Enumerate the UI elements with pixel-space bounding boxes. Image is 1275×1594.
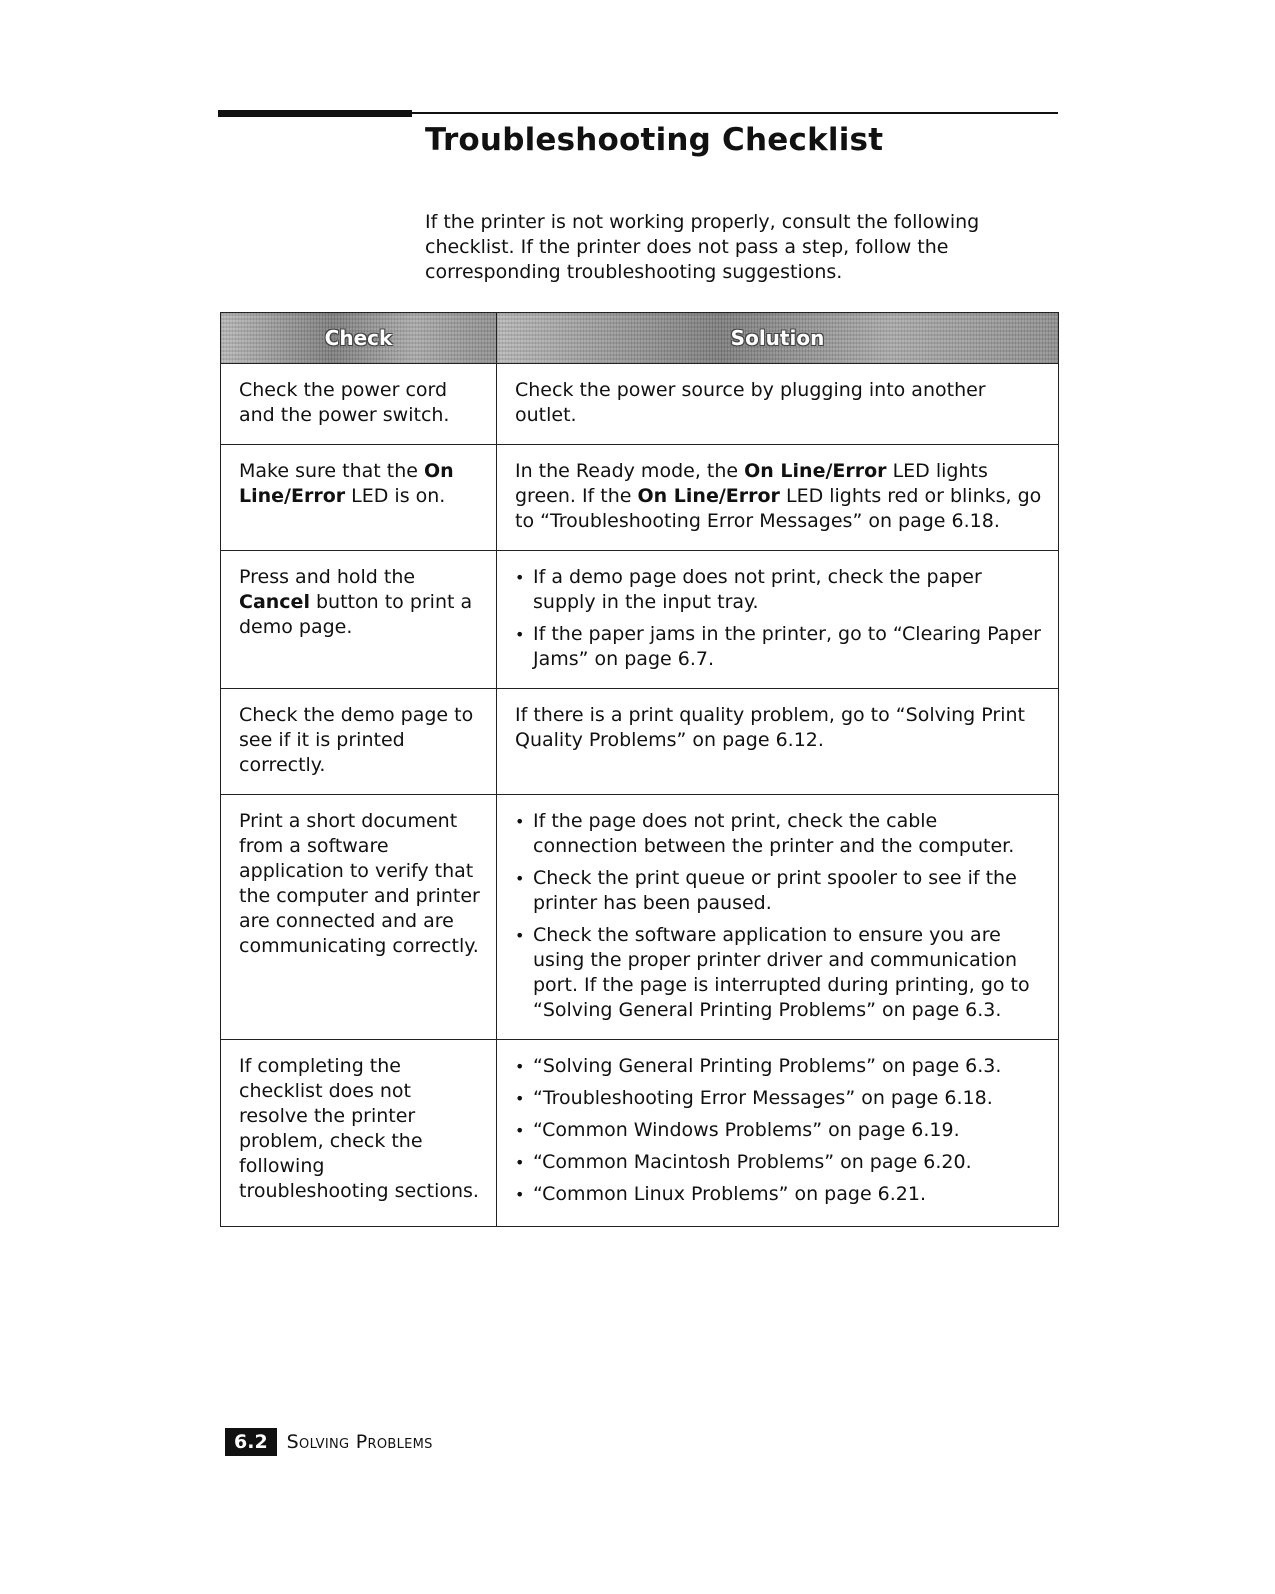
solution-cell: If there is a print quality problem, go to “Solving Print Quality Problems” on page 6.12. (497, 689, 1059, 795)
troubleshooting-table (220, 312, 1059, 1227)
solution-list (515, 809, 1042, 1023)
solution-list (515, 565, 1042, 672)
solution-cell (497, 551, 1059, 689)
list-item: • “Common Windows Problems” on page 6.19. (515, 1118, 1042, 1143)
list-item: • If the page does not print, check the cable connection between the printer and the computer. (515, 809, 1042, 859)
check-cell: Press and hold the Cancel button to print a demo page. (221, 551, 497, 689)
table-row (221, 1040, 1059, 1227)
cancel-button-name-bold: Cancel (239, 591, 310, 613)
list-item: • “Common Linux Problems” on page 6.21. (515, 1182, 1042, 1207)
page-footer (225, 1428, 433, 1456)
led-name-bold: On Line/Error (744, 460, 887, 482)
check-cell: If completing the checklist does not resolve the printer problem, check the following troubleshooting sections. (221, 1040, 497, 1227)
intro-paragraph: If the printer is not working properly, consult the following checklist. If the printer does not pass a step, follow the corresponding troubleshooting suggestions. (425, 211, 980, 283)
page-number-badge: 6.2 (225, 1428, 277, 1456)
check-cell: Print a short document from a software application to verify that the computer and printer are connected and are communicating correctly. (221, 795, 497, 1040)
led-name-bold: On Line/Error (637, 485, 780, 507)
solution-cell: In the Ready mode, the On Line/Error LED lights green. If the On Line/Error LED lights red or blinks, go to “Troubleshooting Error Messages” on page 6.18. (497, 445, 1059, 551)
table-row (221, 689, 1059, 795)
list-item: • If the paper jams in the printer, go to “Clearing Paper Jams” on page 6.7. (515, 622, 1042, 672)
table-row (221, 551, 1059, 689)
list-item: • “Solving General Printing Problems” on page 6.3. (515, 1054, 1042, 1079)
list-item: • “Common Macintosh Problems” on page 6.20. (515, 1150, 1042, 1175)
list-item: • If a demo page does not print, check the paper supply in the input tray. (515, 565, 1042, 615)
header-rule-thin (218, 112, 1058, 114)
table-header-row (221, 313, 1059, 364)
column-header-check: Check (221, 313, 497, 364)
list-item: • Check the software application to ensure you are using the proper printer driver and communication port. If the page is interrupted during printing, go to “Solving General Printing Problems” on page 6.3. (515, 923, 1042, 1023)
solution-cell (497, 1040, 1059, 1227)
list-item: • “Troubleshooting Error Messages” on page 6.18. (515, 1086, 1042, 1111)
solution-list (515, 1054, 1042, 1207)
table-row (221, 795, 1059, 1040)
check-cell: Check the power cord and the power switch. (221, 364, 497, 445)
led-name-bold: On Line/Error (239, 460, 454, 507)
table-row (221, 364, 1059, 445)
check-cell: Make sure that the On Line/Error LED is on. (221, 445, 497, 551)
solution-cell (497, 795, 1059, 1040)
list-item: • Check the print queue or print spooler to see if the printer has been paused. (515, 866, 1042, 916)
table-row (221, 445, 1059, 551)
solution-cell: Check the power source by plugging into another outlet. (497, 364, 1059, 445)
section-name: Solving Problems (286, 1431, 433, 1453)
page-title: Troubleshooting Checklist (425, 122, 884, 158)
check-cell: Check the demo page to see if it is printed correctly. (221, 689, 497, 795)
column-header-solution: Solution (497, 313, 1059, 364)
